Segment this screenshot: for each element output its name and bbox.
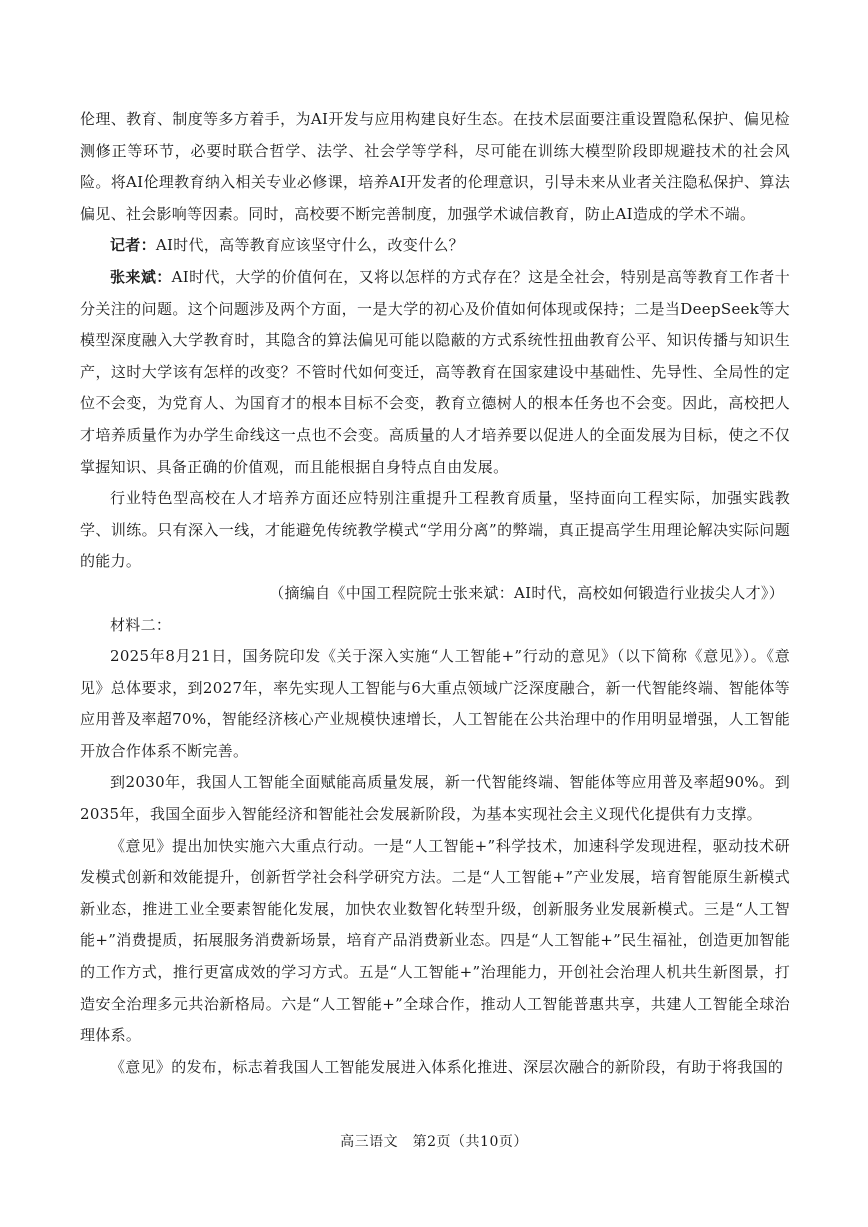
question-text: AI时代，高等教育应该坚守什么，改变什么？ <box>155 236 464 255</box>
paragraph-six-actions: 《意见》提出加快实施六大重点行动。一是“人工智能+”科学技术，加速科学发现进程，驱动技术研发模式创新和效能提升，创新哲学社会科学研究方法。二是“人工智能+”产业发展，培育智能原生新模式新业态，推进工业全要素智能化发展，加快农业数智化转型升级，创新服务业发展新模式。三是“人工智能+”消费提质，拓展服务消费新场景，培育产品消费新业态。四是“人工智能+”民生福祉，创造更加智能的工作方式，推行更富成效的学习方式。五是“人工智能+”治理能力，开创社会治理人机共生新图景，打造安全治理多元共治新格局。六是“人工智能+”全球合作，推动人工智能普惠共享，共建人工智能全球治理体系。 <box>80 836 790 1045</box>
answer-text: AI时代，大学的价值何在，又将以怎样的方式存在？这是全社会，特别是高等教育工作者十分关注的问题。这个问题涉及两个方面，一是大学的初心及价值如何体现或保持；二是当DeepSeek等大模型深度融入大学教育时，其隐含的算法偏见可能以隐蔽的方式系统性扭曲教育公平、知识传播与知识生产，这时大学该有怎样的改变？不管时代如何变迁，高等教育在国家建设中基础性、先导性、全局性的定位不会变，为党育人、为国育才的根本目标不会变，教育立德树人的根本任务也不会变。因此，高校把人才培养质量作为办学生命线这一点也不会变。高质量的人才培养要以促进人的全面发展为目标，使之不仅掌握知识、具备正确的价值观，而且能根据自身特点自由发展。 <box>80 267 791 476</box>
source-citation: （摘编自《中国工程院院士张来斌：AI时代，高校如何锻造行业拔尖人才》） <box>269 583 784 602</box>
paragraph-2030-2035-goals: 到2030年，我国人工智能全面赋能高质量发展，新一代智能终端、智能体等应用普及率超90%。到2035年，我国全面步入智能经济和智能社会发展新阶段，为基本实现社会主义现代化提供有力支撑。 <box>80 773 790 824</box>
document-body <box>80 104 790 1083</box>
paragraph-significance: 《意见》的发布，标志着我国人工智能发展进入体系化推进、深层次融合的新阶段，有助于将我国的 <box>110 1057 784 1076</box>
paragraph-ai-ethics: 伦理、教育、制度等多方着手，为AI开发与应用构建良好生态。在技术层面要注重设置隐私保护、偏见检测修正等环节，必要时联合哲学、法学、社会学等学科，尽可能在训练大模型阶段即规避技术的社会风险。将AI伦理教育纳入相关专业必修课，培养AI开发者的伦理意识，引导未来从业者关注隐私保护、算法偏见、社会影响等因素。同时，高校要不断完善制度，加强学术诚信教育，防止AI造成的学术不端。 <box>80 110 790 223</box>
interview-question <box>80 230 790 262</box>
page-footer: 高三语文 第2页（共10页） <box>340 1134 528 1150</box>
paragraph-opinion-release: 2025年8月21日，国务院印发《关于深入实施“人工智能+”行动的意见》（以下简称《意见》）。《意见》总体要求，到2027年，率先实现人工智能与6大重点领域广泛深度融合，新一代智能终端、智能体等应用普及率超70%，智能经济核心产业规模快速增长，人工智能在公共治理中的作用明显增强，人工智能开放合作体系不断完善。 <box>80 647 790 760</box>
paragraph-industry-universities: 行业特色型高校在人才培养方面还应特别注重提升工程教育质量，坚持面向工程实际，加强实践教学、训练。只有深入一线，才能避免传统教学模式“学用分离”的弊端，真正提高学生用理论解决实际问题的能力。 <box>80 489 790 571</box>
interview-answer <box>80 262 790 483</box>
speaker-zhang-laibin: 张来斌： <box>110 267 172 286</box>
speaker-reporter: 记者： <box>110 236 156 255</box>
material-two-label: 材料二： <box>110 615 172 634</box>
